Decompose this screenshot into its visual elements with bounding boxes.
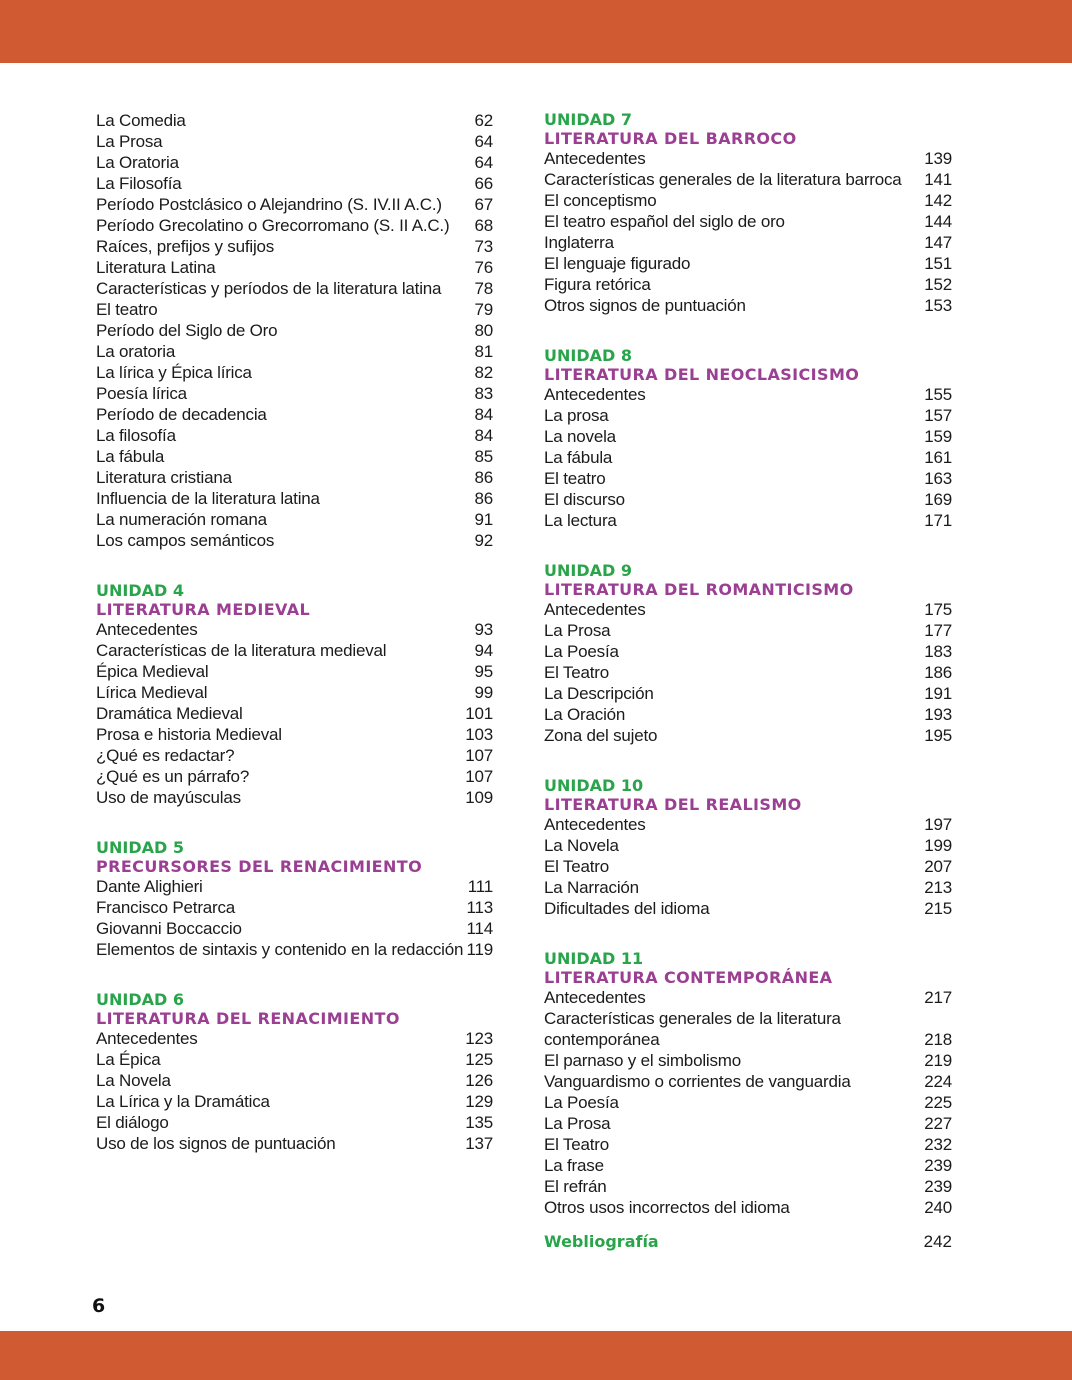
toc-entry-label: El Teatro [544, 857, 609, 876]
toc-entry-page: 213 [924, 878, 952, 897]
toc-entry-page: 183 [924, 642, 952, 661]
toc-entry-label: Literatura Latina [96, 258, 216, 277]
toc-entry-page: 126 [465, 1071, 493, 1090]
toc-entry-label: Antecedentes [96, 1029, 198, 1048]
toc-entry-page: 218 [924, 1030, 952, 1049]
toc-entry [96, 619, 493, 640]
toc-entry-label: El diálogo [96, 1113, 169, 1132]
unit-11-section [544, 949, 952, 1218]
unit-7-title: UNIDAD 7 [544, 110, 632, 129]
toc-entry-label: Antecedentes [544, 988, 646, 1007]
toc-entry-label: Francisco Petrarca [96, 898, 236, 917]
toc-entry-page: 186 [924, 663, 952, 682]
unit-11-entries [544, 987, 952, 1218]
toc-entry-page: 142 [924, 191, 952, 210]
toc-entry-page: 151 [924, 254, 952, 273]
toc-entry [96, 1133, 493, 1154]
toc-entry [544, 1134, 952, 1155]
toc-entry-label: La Lírica y la Dramática [96, 1092, 270, 1111]
toc-entry [544, 253, 952, 274]
toc-entry-label: Uso de los signos de puntuación [96, 1134, 336, 1153]
toc-entry-page: 215 [924, 899, 952, 918]
toc-entry-page: 139 [924, 149, 952, 168]
toc-entry [96, 425, 493, 446]
toc-entry-label: Lírica Medieval [96, 683, 208, 702]
toc-entry-label: La Oratoria [96, 153, 179, 172]
toc-entry-page: 197 [924, 815, 952, 834]
unit-9-subtitle: LITERATURA DEL ROMANTICISMO [544, 580, 854, 599]
toc-entry-label: La fábula [96, 447, 165, 466]
toc-entry-label: Épica Medieval [96, 662, 209, 681]
toc-entry-page: 219 [924, 1051, 952, 1070]
toc-entry [96, 404, 493, 425]
toc-entry [96, 215, 493, 236]
toc-entry [96, 939, 493, 960]
toc-entry-page: 153 [924, 296, 952, 315]
unit-5-title: UNIDAD 5 [96, 838, 184, 857]
toc-entry-label: La Filosofía [96, 174, 182, 193]
toc-entry [96, 341, 493, 362]
toc-entry-page: 171 [924, 511, 952, 530]
toc-entry-page: 68 [474, 216, 493, 235]
toc-entry [544, 814, 952, 835]
toc-entry [544, 405, 952, 426]
toc-entry [544, 641, 952, 662]
toc-entry-label: Inglaterra [544, 233, 614, 252]
toc-entry-page: 91 [474, 510, 493, 529]
toc-entry-page: 141 [924, 170, 952, 189]
unit-4-entries [96, 619, 493, 808]
toc-entry [96, 1028, 493, 1049]
toc-entry [544, 190, 952, 211]
toc-entry-page: 147 [924, 233, 952, 252]
toc-entry-page: 125 [465, 1050, 493, 1069]
toc-entry [96, 1112, 493, 1133]
toc-entry [544, 1008, 952, 1050]
unit-9-section [544, 561, 952, 746]
toc-entry [96, 724, 493, 745]
toc-entry [96, 110, 493, 131]
toc-entry-page: 195 [924, 726, 952, 745]
unit-9-title: UNIDAD 9 [544, 561, 632, 580]
toc-entry-page: 95 [474, 662, 493, 681]
unit-10-section [544, 776, 952, 919]
toc-entry-label: Antecedentes [544, 815, 646, 834]
toc-entry-label: La lectura [544, 511, 617, 530]
toc-entry-label: Antecedentes [544, 385, 646, 404]
toc-entry-label: El lenguaje figurado [544, 254, 691, 273]
toc-entry-page: 169 [924, 490, 952, 509]
toc-entry [544, 1071, 952, 1092]
toc-entry [96, 745, 493, 766]
toc-entry-page: 107 [465, 746, 493, 765]
toc-entry-page: 67 [474, 195, 493, 214]
toc-entry-label: El conceptismo [544, 191, 657, 210]
toc-entry-page: 86 [474, 489, 493, 508]
toc-entry-page: 157 [924, 406, 952, 425]
toc-entry-page: 64 [474, 132, 493, 151]
toc-entry-page: 119 [466, 940, 493, 959]
toc-entry-page: 239 [924, 1177, 952, 1196]
toc-entry-label: El Teatro [544, 663, 609, 682]
toc-entry-page: 80 [474, 321, 493, 340]
toc-entry-page: 109 [465, 788, 493, 807]
toc-entry-label: El parnaso y el simbolismo [544, 1051, 741, 1070]
toc-entry-page: 144 [924, 212, 952, 231]
toc-entry-label: Antecedentes [544, 600, 646, 619]
unit-11-title: UNIDAD 11 [544, 949, 644, 968]
toc-entry [96, 1070, 493, 1091]
toc-entry-label: La Prosa [96, 132, 163, 151]
toc-entry [96, 897, 493, 918]
toc-entry-label: La novela [544, 427, 616, 446]
toc-entry-label: El Teatro [544, 1135, 609, 1154]
toc-entry-page: 76 [474, 258, 493, 277]
bottom-decorative-band [0, 1331, 1072, 1380]
toc-entry-label: Raíces, prefijos y sufijos [96, 237, 275, 256]
toc-entry-page: 81 [474, 342, 493, 361]
toc-entry [544, 898, 952, 919]
toc-entry-label: La fábula [544, 448, 613, 467]
toc-entry [96, 236, 493, 257]
toc-entry-label: La Épica [96, 1050, 161, 1069]
unit-8-subtitle: LITERATURA DEL NEOCLASICISMO [544, 365, 860, 384]
unit-10-subtitle: LITERATURA DEL REALISMO [544, 795, 802, 814]
unit-4-section [96, 581, 493, 808]
toc-entry-page: 64 [474, 153, 493, 172]
toc-column-right [544, 110, 952, 1254]
unit-5-subtitle: PRECURSORES DEL RENACIMIENTO [96, 857, 423, 876]
toc-entry-page: 161 [924, 448, 952, 467]
toc-entry [544, 1155, 952, 1176]
toc-entry [96, 173, 493, 194]
toc-entry-page: 155 [924, 385, 952, 404]
toc-entry-label: Vanguardismo o corrientes de vanguardia [544, 1072, 851, 1091]
toc-entry-page: 99 [474, 683, 493, 702]
toc-entry [544, 1176, 952, 1197]
toc-entry-label: El teatro [544, 469, 606, 488]
toc-entry-label: Período Postclásico o Alejandrino (S. IV.II A.C.) [96, 195, 442, 214]
unit-9-entries [544, 599, 952, 746]
toc-entry-page: 83 [474, 384, 493, 403]
toc-entry-label: Uso de mayúsculas [96, 788, 241, 807]
toc-entry-page: 207 [924, 857, 952, 876]
toc-entry-label: La Narración [544, 878, 639, 897]
toc-entry [544, 211, 952, 232]
toc-entry [544, 856, 952, 877]
unit-6-title: UNIDAD 6 [96, 990, 184, 1009]
toc-entry-label: Antecedentes [96, 620, 198, 639]
toc-entry-page: 227 [924, 1114, 952, 1133]
unit-6-section [96, 990, 493, 1154]
toc-entry-label: La Poesía [544, 642, 619, 661]
toc-entry-label: Período de decadencia [96, 405, 267, 424]
toc-entry [96, 509, 493, 530]
toc-column-left [96, 110, 493, 1154]
toc-entry-label: La Descripción [544, 684, 654, 703]
toc-entry-label: Elementos de sintaxis y contenido en la redacción [96, 940, 464, 959]
unit-7-subtitle: LITERATURA DEL BARROCO [544, 129, 797, 148]
toc-entry-label: La Prosa [544, 621, 611, 640]
toc-entry-page: 94 [474, 641, 493, 660]
toc-entry [544, 620, 952, 641]
toc-entry [96, 530, 493, 551]
toc-entry [544, 683, 952, 704]
toc-entry-page: 78 [474, 279, 493, 298]
toc-entry-page: 152 [924, 275, 952, 294]
toc-entry [544, 295, 952, 316]
toc-entry [544, 274, 952, 295]
toc-entry [96, 488, 493, 509]
toc-entry-page: 224 [924, 1072, 952, 1091]
toc-entry-label: Dante Alighieri [96, 877, 203, 896]
toc-entry [96, 703, 493, 724]
toc-entry-page: 199 [924, 836, 952, 855]
toc-entry [544, 1092, 952, 1113]
toc-entry-page: 240 [924, 1198, 952, 1217]
toc-entry-label: Características de la literatura medieval [96, 641, 387, 660]
toc-entry-label: Literatura cristiana [96, 468, 232, 487]
toc-entry-page: 84 [474, 426, 493, 445]
toc-entry [544, 835, 952, 856]
toc-entry-page: 85 [474, 447, 493, 466]
toc-entry-label: La Comedia [96, 111, 186, 130]
toc-entry-page: 159 [924, 427, 952, 446]
toc-entry [96, 1049, 493, 1070]
toc-entry [96, 257, 493, 278]
unit-7-entries [544, 148, 952, 316]
unit-4-subtitle: LITERATURA MEDIEVAL [96, 600, 311, 619]
toc-entry [96, 1091, 493, 1112]
unit-6-subtitle: LITERATURA DEL RENACIMIENTO [96, 1009, 400, 1028]
unit-8-section [544, 346, 952, 531]
toc-entry-page: 177 [924, 621, 952, 640]
unit-6-entries [96, 1028, 493, 1154]
toc-entry-label: Período Grecolatino o Grecorromano (S. II A.C.) [96, 216, 450, 235]
toc-entry-page: 193 [924, 705, 952, 724]
toc-entry [544, 426, 952, 447]
toc-entry [96, 766, 493, 787]
toc-entry-label: ¿Qué es redactar? [96, 746, 235, 765]
toc-entry-page: 62 [474, 111, 493, 130]
toc-entry-label: La Novela [544, 836, 619, 855]
toc-entry [544, 725, 952, 746]
toc-entry-page: 175 [924, 600, 952, 619]
toc-entry-label: Características y períodos de la literatura latina [96, 279, 442, 298]
toc-entry-label: ¿Qué es un párrafo? [96, 767, 250, 786]
unit-7-section [544, 110, 952, 316]
toc-entry-page: 103 [465, 725, 493, 744]
toc-entry [544, 1113, 952, 1134]
webliography-entry [544, 1230, 952, 1254]
toc-entry-label: La numeración romana [96, 510, 267, 529]
toc-entry [544, 510, 952, 531]
toc-entry-label: Dramática Medieval [96, 704, 243, 723]
toc-entry [544, 169, 952, 190]
toc-entry [96, 787, 493, 808]
toc-entry-label: Dificultades del idioma [544, 899, 710, 918]
toc-entry-page: 129 [465, 1092, 493, 1111]
toc-entry-label: Características generales de la literatura barroca [544, 170, 902, 189]
toc-entry-page: 86 [474, 468, 493, 487]
toc-entry [96, 362, 493, 383]
toc-entry-page: 232 [924, 1135, 952, 1154]
toc-entry [96, 299, 493, 320]
toc-entry-label: La Novela [96, 1071, 171, 1090]
toc-entry [544, 599, 952, 620]
toc-entry [544, 489, 952, 510]
toc-entry-page: 92 [474, 531, 493, 550]
toc-entry-label: El discurso [544, 490, 625, 509]
toc-entry-label: Giovanni Boccaccio [96, 919, 242, 938]
toc-entry [96, 918, 493, 939]
toc-entry-page: 191 [924, 684, 952, 703]
toc-entry [544, 704, 952, 725]
unit-11-subtitle: LITERATURA CONTEMPORÁNEA [544, 968, 833, 987]
toc-entry-page: 114 [466, 919, 493, 938]
toc-entry-page: 217 [924, 988, 952, 1007]
toc-entry-label: La Oración [544, 705, 626, 724]
toc-entry-label: Prosa e historia Medieval [96, 725, 282, 744]
toc-entry-label: Zona del sujeto [544, 726, 658, 745]
toc-entry [96, 682, 493, 703]
toc-entry [96, 131, 493, 152]
toc-entry-label: Poesía lírica [96, 384, 187, 403]
toc-entry-label: Figura retórica [544, 275, 651, 294]
toc-entry-label: La frase [544, 1156, 604, 1175]
toc-entry-label: Antecedentes [544, 149, 646, 168]
toc-entry-label: Otros signos de puntuación [544, 296, 746, 315]
toc-entry [96, 446, 493, 467]
toc-entry [96, 194, 493, 215]
toc-entry-page: 225 [924, 1093, 952, 1112]
toc-entry-label: El teatro español del siglo de oro [544, 212, 785, 231]
toc-entry-label: Influencia de la literatura latina [96, 489, 320, 508]
toc-entry-page: 79 [474, 300, 493, 319]
toc-entry-page: 163 [924, 469, 952, 488]
page-number: 6 [92, 1295, 106, 1317]
toc-entry-label: La oratoria [96, 342, 176, 361]
toc-entry-page: 82 [474, 363, 493, 382]
toc-entry [96, 876, 493, 897]
toc-entry [544, 987, 952, 1008]
toc-entry-label: La Prosa [544, 1114, 611, 1133]
toc-entry-page: 123 [465, 1029, 493, 1048]
toc-entry [544, 447, 952, 468]
toc-entry-label: Otros usos incorrectos del idioma [544, 1198, 790, 1217]
toc-entry-label: Los campos semánticos [96, 531, 275, 550]
toc-entry-page: 66 [474, 174, 493, 193]
unit-8-title: UNIDAD 8 [544, 346, 632, 365]
unit-5-section [96, 838, 493, 960]
toc-entry-label: Características generales de la literatura contemporánea [544, 1009, 841, 1049]
toc-entry [544, 384, 952, 405]
toc-entry-page: 239 [924, 1156, 952, 1175]
toc-entry-label: La lírica y Épica lírica [96, 363, 252, 382]
webliography-page: 242 [923, 1232, 952, 1251]
toc-entry [544, 662, 952, 683]
toc-entry-page: 101 [465, 704, 493, 723]
toc-entry [544, 232, 952, 253]
toc-entry [96, 152, 493, 173]
toc-entry-page: 84 [474, 405, 493, 424]
toc-entry-label: El refrán [544, 1177, 607, 1196]
toc-entry [96, 640, 493, 661]
toc-entry-label: La prosa [544, 406, 609, 425]
toc-entry [96, 661, 493, 682]
toc-entry-page: 73 [474, 237, 493, 256]
toc-entry [544, 877, 952, 898]
toc-entry-page: 135 [465, 1113, 493, 1132]
unit-10-title: UNIDAD 10 [544, 776, 644, 795]
toc-entry [544, 1197, 952, 1218]
toc-entry-page: 137 [465, 1134, 493, 1153]
toc-entry [96, 383, 493, 404]
toc-entry [544, 148, 952, 169]
toc-entry [96, 467, 493, 488]
toc-entry-page: 93 [474, 620, 493, 639]
toc-entry-page: 111 [467, 877, 493, 896]
toc-entry-page: 113 [466, 898, 493, 917]
unit-8-entries [544, 384, 952, 531]
toc-entry-label: Período del Siglo de Oro [96, 321, 278, 340]
toc-entry-page: 107 [465, 767, 493, 786]
toc-entry [544, 468, 952, 489]
toc-entry [544, 1050, 952, 1071]
unit-10-entries [544, 814, 952, 919]
toc-entry-label: La Poesía [544, 1093, 619, 1112]
unit-5-entries [96, 876, 493, 960]
toc-list-continued [96, 110, 493, 551]
top-decorative-band [0, 0, 1072, 63]
webliography-label: Webliografía [544, 1232, 659, 1251]
toc-entry-label: La filosofía [96, 426, 176, 445]
toc-entry [96, 278, 493, 299]
toc-entry [96, 320, 493, 341]
toc-entry-label: El teatro [96, 300, 158, 319]
unit-4-title: UNIDAD 4 [96, 581, 184, 600]
